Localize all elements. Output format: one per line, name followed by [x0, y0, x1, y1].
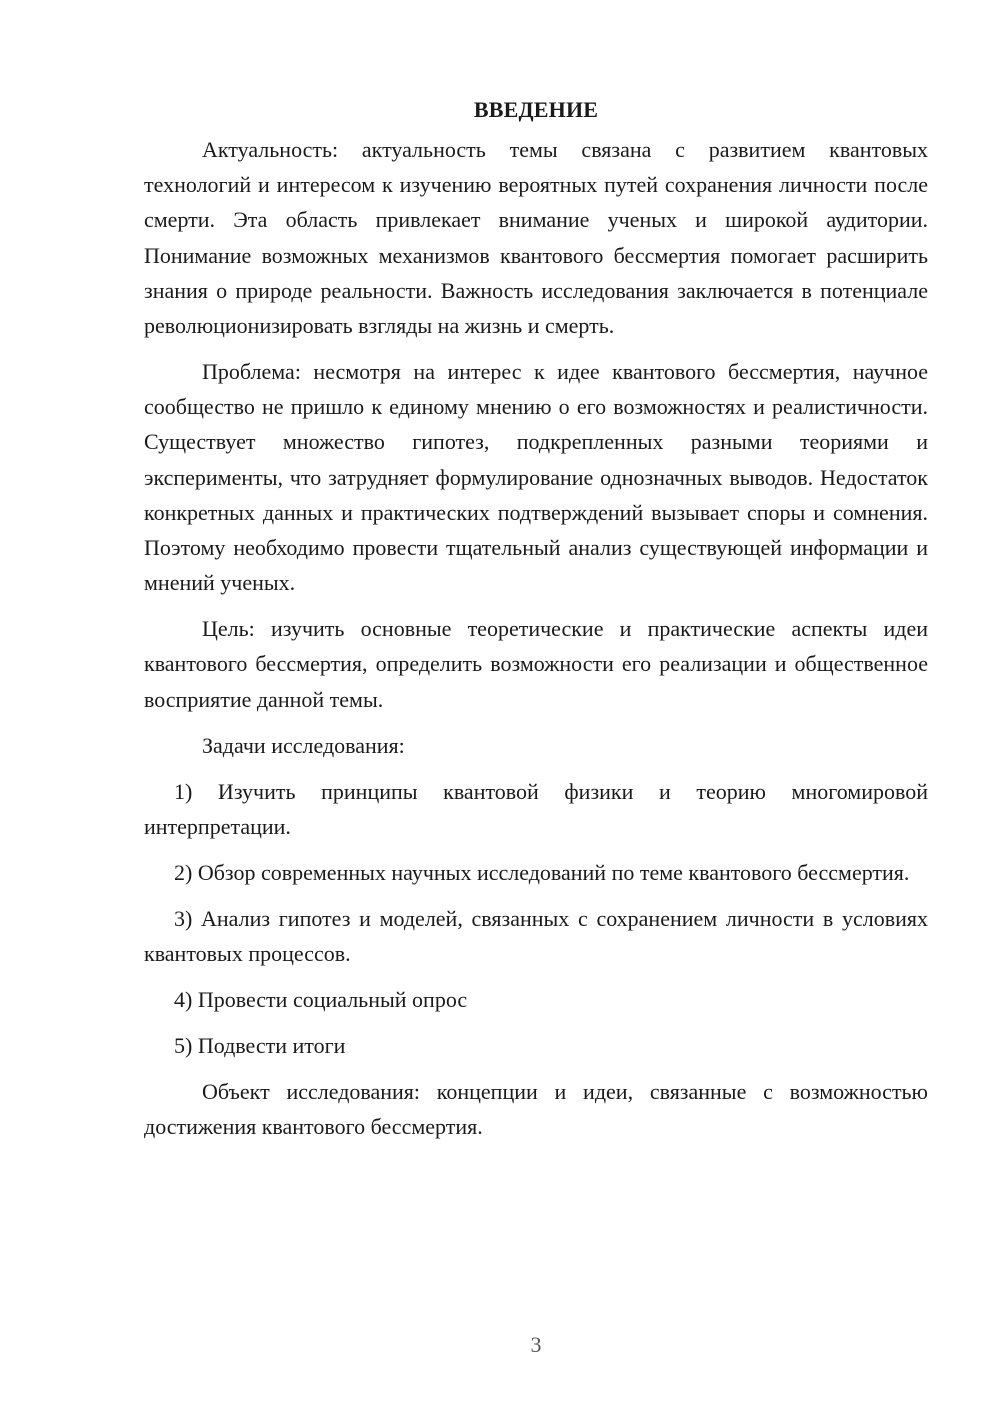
goal-paragraph: Цель: изучить основные теоретические и практические аспекты идеи квантового бессмертия, определить возможности его реализации и общественное восприятие данной темы. [144, 616, 928, 712]
task-item-4: 4) Провести социальный опрос [174, 987, 468, 1013]
section-heading: ВВЕДЕНИЕ [473, 97, 599, 122]
page-number: 3 [530, 1332, 542, 1357]
tasks-title: Задачи исследования: [202, 732, 405, 758]
task-item-3: 3) Анализ гипотез и моделей, связанных с сохранением личности в условиях квантовых процессов. [144, 905, 928, 967]
task-item-2: 2) Обзор современных научных исследований по теме квантового бессмертия. [174, 859, 910, 885]
relevance-paragraph: Актуальность: актуальность темы связана с развитием квантовых технологий и интересом к изучению вероятных путей сохранения личности после смерти. Эта область привлекает внимание ученых и широкой аудитории. Понимание возможных механизмов квантового бессмертия помогает расширить знания о природе реальности. Важность исследования заключается в потенциале революционизировать взгляды на жизнь и смерть. [144, 137, 928, 339]
task-item-1: 1) Изучить принципы квантовой физики и теорию многомировой интерпретации. [144, 778, 928, 839]
task-item-5: 5) Подвести итоги [174, 1033, 346, 1059]
object-paragraph: Объект исследования: концепции и идеи, связанные с возможностью достижения квантового бессмертия. [144, 1079, 928, 1140]
problem-paragraph: Проблема: несмотря на интерес к идее квантового бессмертия, научное сообщество не пришло к единому мнению о его возможностях и реалистичности. Существует множество гипотез, подкрепленных разными теориями и эксперименты, что затрудняет формулирование однозначных выводов. Недостаток конкретных данных и практических подтверждений вызывает споры и сомнения. Поэтому необходимо провести тщательный анализ существующей информации и мнений ученых. [144, 359, 928, 596]
document-page [144, 92, 928, 1155]
